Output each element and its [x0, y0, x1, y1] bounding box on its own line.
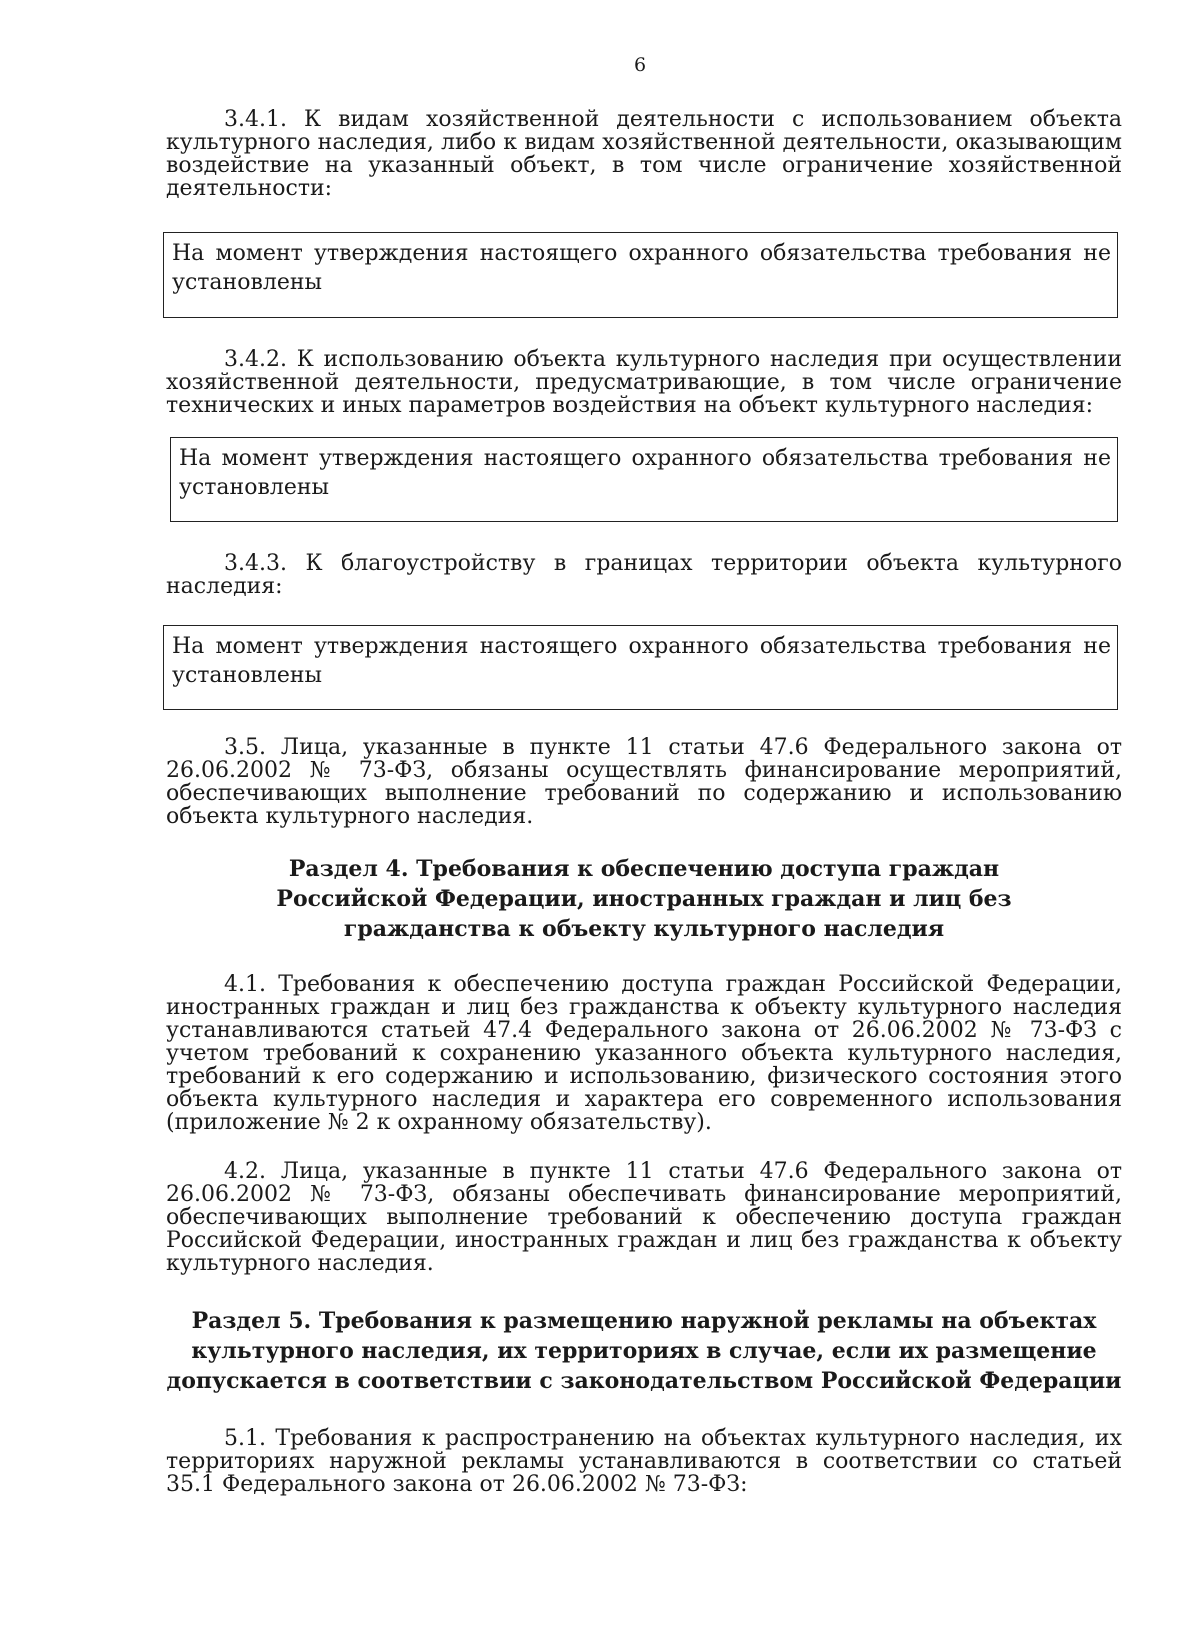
paragraph-5-1: 5.1. Требования к распространению на объектах культурного наследия, их территориях наружной рекламы устанавливаются в соответствии со статьей 35.1 Федерального закона от 26.06.2002 № 73-ФЗ:: [166, 1426, 1122, 1497]
paragraph-3-4-3: 3.4.3. К благоустройству в границах территории объекта культурного наследия:: [166, 551, 1122, 599]
requirement-box-3-4-3: На момент утверждения настоящего охранного обязательства требования не установлены: [163, 625, 1118, 710]
paragraph-3-5: 3.5. Лица, указанные в пункте 11 статьи 47.6 Федерального закона от 26.06.2002 № 73-ФЗ, обязаны осуществлять финансирование мероприятий, обеспечивающих выполнение требований по содержанию и использованию объекта культурного наследия.: [166, 735, 1122, 829]
page-number: 6: [633, 54, 647, 76]
paragraph-3-4-2: 3.4.2. К использованию объекта культурного наследия при осуществлении хозяйственной деятельности, предусматривающие, в том числе ограничение технических и иных параметров воздействия на объект культурного наследия:: [166, 347, 1122, 418]
section-4-heading: Раздел 4. Требования к обеспечению доступа граждан Российской Федерации, иностранных граждан и лиц без гражданства к объекту культурного наследия: [276, 856, 1012, 942]
paragraph-3-4-1: 3.4.1. К видам хозяйственной деятельности с использованием объекта культурного наследия, либо к видам хозяйственной деятельности, оказывающим воздействие на указанный объект, в том числе ограничение хозяйственной деятельности:: [166, 107, 1122, 201]
paragraph-4-1: 4.1. Требования к обеспечению доступа граждан Российской Федерации, иностранных граждан и лиц без гражданства к объекту культурного наследия устанавливаются статьей 47.4 Федерального закона от 26.06.2002 № 73-ФЗ с учетом требований к сохранению указанного объекта культурного наследия, требований к его содержанию и использованию, физического состояния этого объекта культурного наследия и характера его современного использования (приложение № 2 к охранному обязательству).: [166, 972, 1122, 1135]
section-5-heading: Раздел 5. Требования к размещению наружной рекламы на объектах культурного наследия, их территориях в случае, если их размещение допускается в соответствии с законодательством Российской Федерации: [166, 1308, 1122, 1394]
requirement-box-3-4-1: На момент утверждения настоящего охранного обязательства требования не установлены: [163, 232, 1118, 318]
requirement-box-3-4-2: На момент утверждения настоящего охранного обязательства требования не установлены: [170, 437, 1118, 522]
paragraph-4-2: 4.2. Лица, указанные в пункте 11 статьи 47.6 Федерального закона от 26.06.2002 № 73-ФЗ, обязаны обеспечивать финансирование мероприятий, обеспечивающих выполнение требований к обеспечению доступа граждан Российской Федерации, иностранных граждан и лиц без гражданства к объекту культурного наследия.: [166, 1159, 1122, 1276]
